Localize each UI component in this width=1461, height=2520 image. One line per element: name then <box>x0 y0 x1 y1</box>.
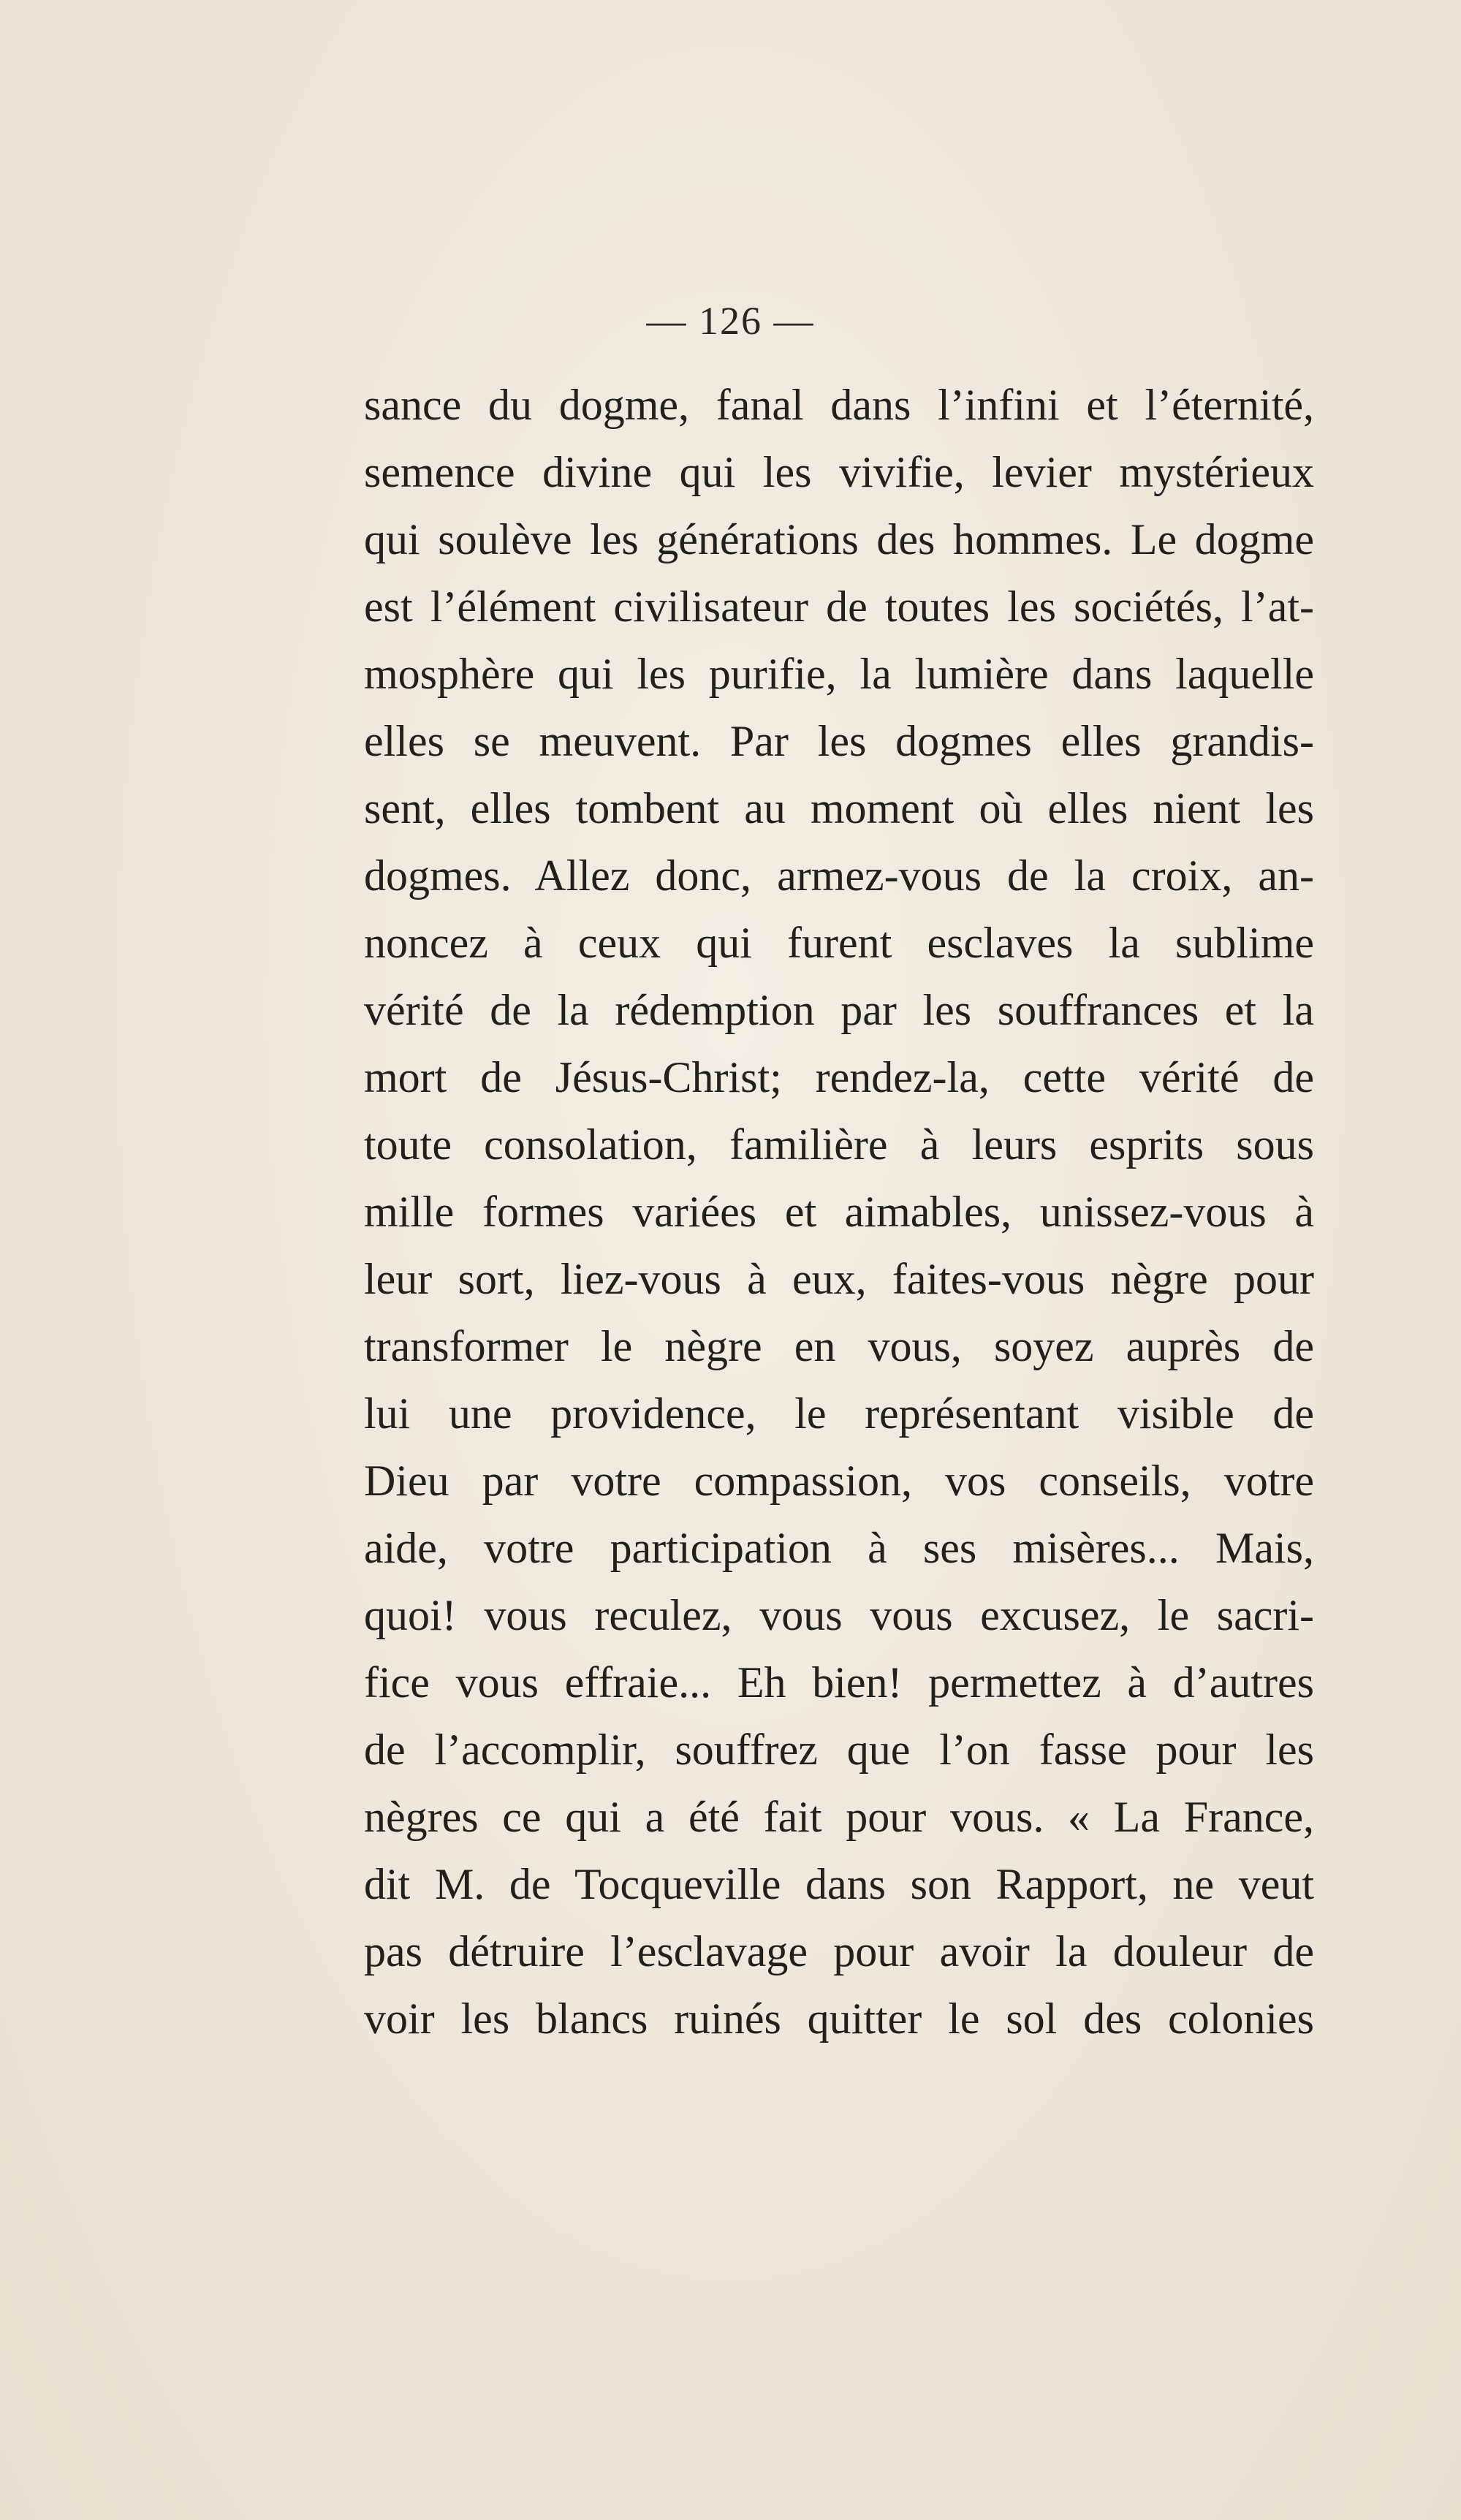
text-line: qui soulève les générations des hommes. Le dogme <box>364 515 1314 563</box>
text-line: pas détruire l’esclavage pour avoir la douleur de <box>364 1927 1314 1976</box>
text-line: semence divine qui les vivifie, levier mystérieux <box>364 448 1314 496</box>
text-line: dit M. de Tocqueville dans son Rapport, ne veut <box>364 1860 1314 1908</box>
text-line: sent, elles tombent au moment où elles nient les <box>364 784 1314 832</box>
text-line: mosphère qui les purifie, la lumière dans laquelle <box>364 650 1314 698</box>
text-line: Dieu par votre compassion, vos conseils, votre <box>364 1457 1314 1505</box>
text-line: fice vous effraie... Eh bien! permettez à d’autres <box>364 1658 1314 1707</box>
text-line: vérité de la rédemption par les souffrances et la <box>364 986 1314 1034</box>
text-line: mort de Jésus-Christ; rendez-la, cette vérité de <box>364 1053 1314 1101</box>
text-line: noncez à ceux qui furent esclaves la sublime <box>364 919 1314 967</box>
text-line: elles se meuvent. Par les dogmes elles grandis- <box>364 717 1314 765</box>
page-number: — 126 — <box>646 299 815 343</box>
text-line: mille formes variées et aimables, unissez-vous à <box>364 1188 1314 1236</box>
text-line: dogmes. Allez donc, armez-vous de la croix, an- <box>364 851 1314 900</box>
text-line: leur sort, liez-vous à eux, faites-vous nègre pour <box>364 1255 1314 1303</box>
text-line: voir les blancs ruinés quitter le sol des colonies <box>364 1995 1314 2043</box>
text-line: quoi! vous reculez, vous vous excusez, le sacri- <box>364 1591 1314 1639</box>
text-line: de l’accomplir, souffrez que l’on fasse pour les <box>364 1726 1314 1774</box>
text-line: aide, votre participation à ses misères... Mais, <box>364 1524 1314 1572</box>
text-line: transformer le nègre en vous, soyez auprès de <box>364 1322 1314 1370</box>
text-line: nègres ce qui a été fait pour vous. « La France, <box>364 1793 1314 1841</box>
text-line: est l’élément civilisateur de toutes les sociétés, l’at- <box>364 582 1314 631</box>
text-line: lui une providence, le représentant visible de <box>364 1389 1314 1438</box>
text-line: sance du dogme, fanal dans l’infini et l’éternité, <box>364 381 1314 429</box>
text-line: toute consolation, familière à leurs esprits sous <box>364 1120 1314 1169</box>
body-text <box>364 371 1314 2052</box>
